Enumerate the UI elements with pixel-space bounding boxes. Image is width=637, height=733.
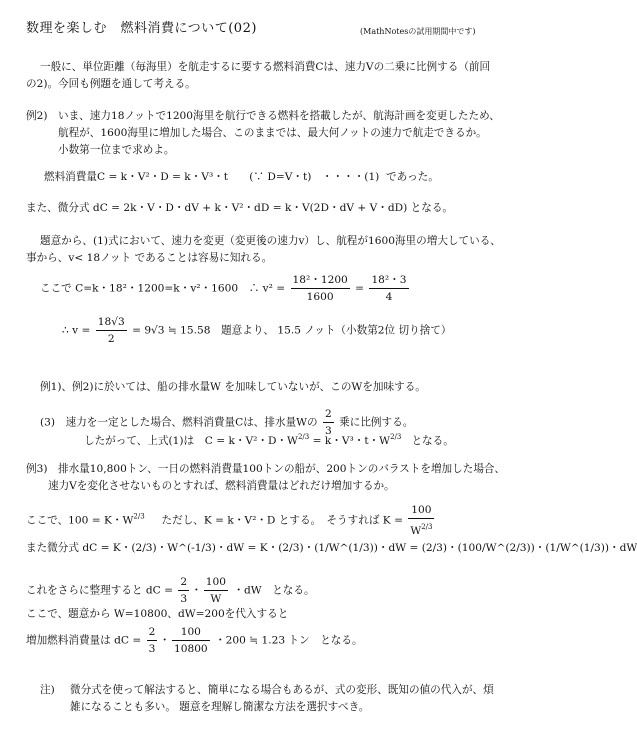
example-3-eq-3-frac-2-num: 100 [205, 576, 226, 588]
result-line [62, 314, 451, 347]
example-2-line-2: 航程が、1600海里に増加した場合、このままでは、最大何ノットの速力で航走できるか。 [58, 127, 487, 139]
example-3-eq-5-frac-2 [172, 624, 210, 657]
displacement-note: 例1)、例2)に於いては、船の排水量W を加味していないが、このWを加味する。 [40, 381, 426, 393]
section-3-text-a: (3) 速力を一定とした場合、燃料消費量Cは、排水量Wの [40, 416, 318, 429]
example-3-eq-5-a: 増加燃料消費量は dC = [26, 634, 142, 647]
example-3-eq-3-frac-1-num: 2 [180, 576, 188, 588]
section-3-text-b: 乗に比例する。 [339, 416, 414, 429]
example-3-eq-2: また微分式 dC = K・(2/3)・W^(-1/3)・dW = K・(2/3)・(1/W^(1/3))・dW = (2/3)・(100/W^(2/3))・(1/W^(1/3))・dW [26, 542, 637, 554]
intro-line-1: 一般に、単位距離（毎海里）を航走するに要する燃料消費Cは、速力Vの二乗に比例する（前回 [40, 61, 491, 73]
example-3-eq-3-frac-2-den: W [204, 590, 228, 607]
section-3-line-2 [84, 430, 454, 448]
calc-fraction-1-num: 18²・1200 [292, 274, 348, 286]
footnote-line-2: 雑になることも多い。 題意を理解し簡潔な方法を選択すべき。 [70, 701, 370, 713]
section-3-exp-1: 2/3 [297, 433, 310, 441]
example-3-eq-3-frac-1 [178, 574, 189, 607]
example-3-k-num: 100 [411, 504, 432, 516]
example-3-eq-4: ここで、題意から W=10800、dW=200を代入すると [26, 608, 289, 620]
example-2-line-3: 小数第一位まで求めよ。 [58, 144, 175, 156]
page-title: 数理を楽しむ 燃料消費について(02) [26, 21, 257, 36]
example-3-line-2: 速力Vを変化させないものとすれば、燃料消費量はどれだけ増加するか。 [48, 480, 395, 492]
condition-line-2: 事から、v< 18ノット であることは容易に知れる。 [26, 252, 273, 264]
section-3-eq-a: したがって、上式(1)は C = k・V²・D・W [84, 435, 298, 447]
trial-note: (MathNotesの試用期間中です) [360, 27, 476, 36]
result-fraction [96, 314, 127, 347]
result-fraction-den: 2 [96, 330, 127, 347]
condition-line-1: 題意から、(1)式において、速力を変更（変更後の速力v）し、航程が1600海里の増大している、 [40, 235, 501, 247]
section-3-exp-2: 2/3 [390, 433, 402, 441]
fuel-formula: 燃料消費量C = k・V²・D = k・V³・t (∵ D=V・t) ・・・・(1) [44, 171, 380, 183]
example-3-eq-1-exp: 2/3 [133, 512, 145, 521]
section-3-fraction-num: 2 [325, 408, 332, 420]
example-3-eq-3-b: ・dW となる。 [233, 584, 315, 597]
example-3-eq-3-frac-2 [204, 574, 228, 607]
calc-prefix: ここで C=k・18²・1200=k・v²・1600 ∴ v² = [40, 282, 286, 295]
calc-equals: = [355, 282, 365, 295]
calc-fraction-2 [369, 272, 408, 305]
example-3-label: 例3) [26, 463, 48, 475]
calc-line [40, 272, 411, 305]
fuel-formula-tail: であった。 [386, 171, 439, 183]
example-3-eq-5-frac-1-den: 3 [147, 640, 158, 657]
section-3-eq-b: = k・V³・t・W [312, 435, 391, 447]
example-3-eq-1-b: ただし、K = k・V²・D とする。 そうすれば K = [161, 514, 403, 527]
differential-formula: また、微分式 dC = 2k・V・D・dV + k・V²・dD = k・V(2D・dV + V・dD) となる。 [26, 202, 454, 214]
calc-fraction-2-num: 18²・3 [371, 274, 407, 286]
footnote-label: 注) [40, 684, 55, 696]
calc-fraction-1-den: 1600 [291, 288, 350, 305]
example-2-label: 例2) [26, 110, 48, 122]
result-tail: = 9√3 ≒ 15.58 題意より、 15.5 ノット（小数第2位 切り捨て） [132, 324, 452, 337]
section-3-fraction-den: 3 [323, 422, 334, 439]
example-3-eq-5-frac-1-num: 2 [148, 626, 156, 638]
footnote-line-1: 微分式を使って解法すると、簡単になる場合もあるが、式の変形、既知の値の代入が、煩 [70, 684, 494, 696]
example-2-line-1: いま、速力18ノットで1200海里を航行できる燃料を搭載したが、航海計画を変更したため、 [58, 110, 500, 122]
intro-line-2: の2)。今回も例題を通して考える。 [26, 78, 196, 90]
section-3-eq-c: となる。 [411, 435, 454, 447]
example-3-k-den-text: W [410, 525, 422, 537]
example-3-eq-5-frac-2-num: 100 [180, 626, 201, 638]
example-3-k-den [408, 518, 434, 539]
example-3-eq-3: これをさらに整理すると dC = $\frac{2}{3}$ ・ $\frac{100}{W}$ ・dW となる。 [26, 576, 315, 605]
example-3-k-fraction [408, 502, 434, 539]
example-3-k-den-exp: 2/3 [421, 523, 433, 531]
example-3-eq-3-a: これをさらに整理すると dC = [26, 584, 174, 597]
result-prefix: ∴ v = [62, 324, 91, 337]
result-fraction-num: 18√3 [97, 316, 125, 328]
calc-fraction-2-den: 4 [369, 288, 408, 305]
example-3-eq-3-frac-1-den: 3 [178, 590, 189, 607]
example-3-eq-5: 増加燃料消費量は dC = $\frac{2}{3}$ ・ $\frac{100}{10800}$ ・200 ≒ 1.23 トン となる。 [26, 626, 363, 655]
example-3-eq-1 [26, 502, 436, 539]
calc-fraction-1 [291, 272, 350, 305]
example-3-eq-5-b: ・200 ≒ 1.23 トン となる。 [215, 634, 363, 647]
example-3-eq-5-frac-2-den: 10800 [172, 640, 210, 657]
example-3-eq-1-a: ここで、100 = K・W [26, 514, 134, 527]
example-3-line-1: 排水量10,800トン、一日の燃料消費量100トンの船が、200トンのバラストを増加した場合、 [58, 463, 506, 475]
example-3-eq-5-frac-1 [147, 624, 158, 657]
